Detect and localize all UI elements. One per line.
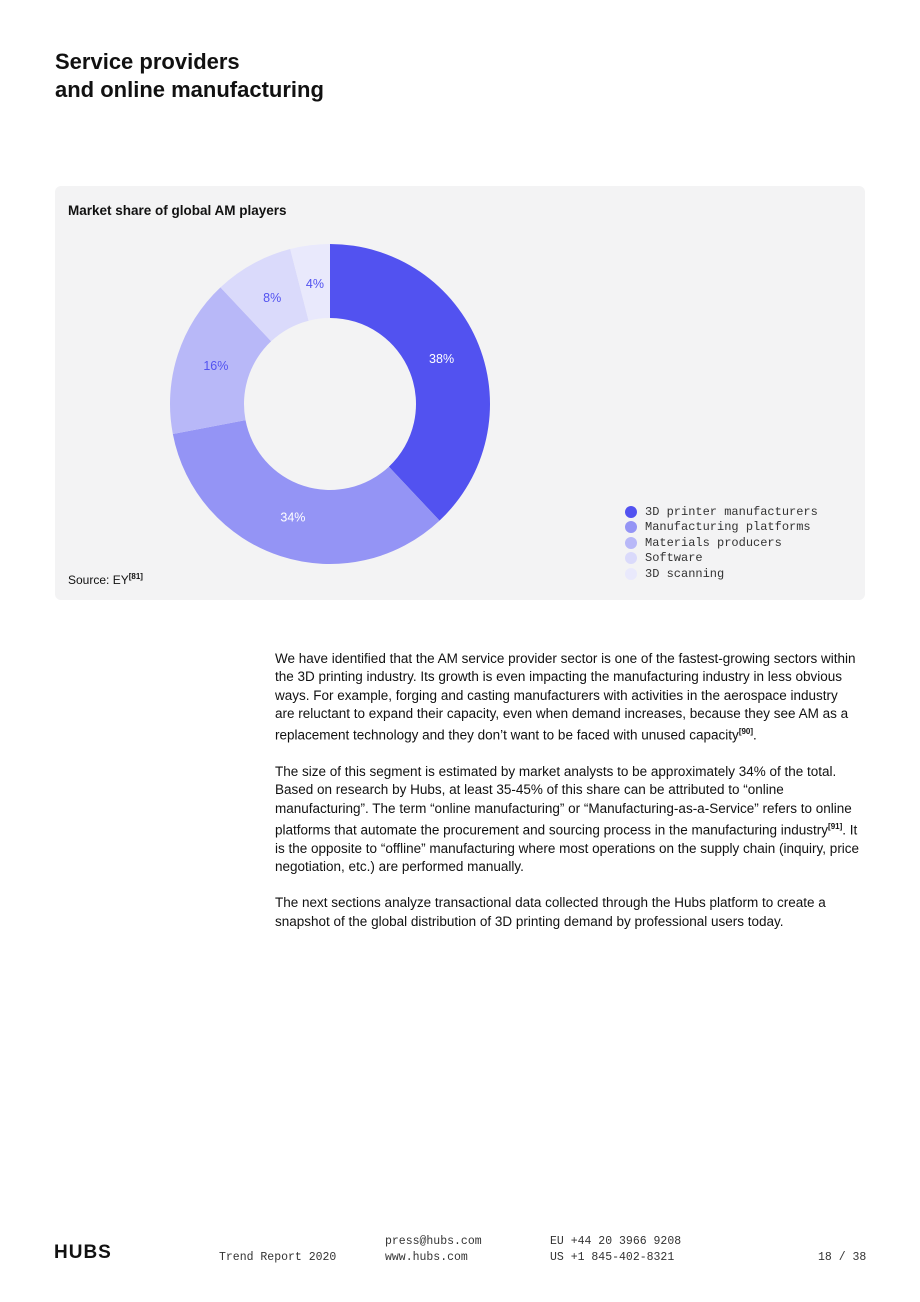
paragraph-2-end: . It is the opposite to “offline” manufacturing where most operations on the supply chain (inquiry, price negotiation, etc.) are performed manually.: [275, 822, 860, 874]
hubs-logo: HUBS: [54, 1242, 112, 1263]
donut-slice-label-2: 34%: [280, 510, 306, 525]
paragraph-2: [275, 763, 860, 876]
paragraph-3: The next sections analyze transactional data collected through the Hubs platform to create a snapshot of the global distribution of 3D printing demand by professional users today.: [275, 895, 826, 929]
donut-slice-1: [330, 244, 490, 521]
legend-label: Software: [645, 551, 703, 566]
chart-card: [55, 186, 865, 600]
legend-item: [625, 551, 818, 567]
legend-label: Manufacturing platforms: [645, 520, 811, 535]
reference-90: [90]: [738, 727, 754, 737]
legend-item: [625, 520, 818, 536]
legend-swatch-icon: [625, 552, 637, 564]
legend-swatch-icon: [625, 537, 637, 549]
legend-label: 3D scanning: [645, 566, 725, 581]
page-number: [818, 1250, 866, 1266]
footer-report-text: Trend Report 2020: [219, 1251, 337, 1264]
legend-label: 3D printer manufacturers: [645, 504, 818, 519]
footer-contact: [385, 1234, 482, 1265]
legend-swatch-icon: [625, 521, 637, 533]
reference-91: [91]: [828, 821, 843, 831]
donut-slice-label-4: 8%: [263, 291, 282, 306]
footer-phone-eu: EU +44 20 3966 9208: [550, 1235, 682, 1248]
footer-website[interactable]: www.hubs.com: [385, 1250, 468, 1264]
legend-item: [625, 504, 818, 520]
page-number-text: 18 / 38: [818, 1251, 867, 1264]
legend-item: [625, 566, 818, 582]
paragraph-1-end: .: [753, 727, 757, 743]
body-text: [275, 650, 860, 949]
footer-email[interactable]: press@hubs.com: [385, 1235, 482, 1248]
chart-title: Market share of global AM players: [68, 203, 287, 218]
donut-slice-2: [173, 420, 440, 564]
page-title: [55, 48, 324, 104]
donut-slice-label-5: 4%: [305, 277, 324, 292]
page-title-line-1: Service providers: [55, 49, 240, 74]
paragraph-2-text: The size of this segment is estimated by market analysts to be approximately 34% of the total. Based on research by Hubs, at least 35-45% of this share can be attributed to “online manufacturing”. The term “online manufacturing” or “Manufacturing-as-a-Service” refers to online platforms that automate the procurement and sourcing process in the manufacturing industry: [275, 763, 852, 838]
legend-item: [625, 535, 818, 551]
legend-label: Materials producers: [645, 535, 782, 550]
donut-slice-label-1: 38%: [429, 352, 455, 367]
chart-source: [68, 572, 143, 587]
paragraph-1-text: We have identified that the AM service provider sector is one of the fastest-growing sectors within the 3D printing industry. Its growth is even impacting the manufacturing industry in less obvious ways. For example, forging and casting manufacturers with activities in the aerospace industry are reluctant to expand their capacity, even when demand increases, because they see AM as a replacement technology and they don’t want to be faced with unused capacity: [275, 651, 856, 743]
footer-phone-us: US +1 845-402-8321: [550, 1250, 675, 1264]
legend-swatch-icon: [625, 568, 637, 580]
footer-phones: [550, 1234, 681, 1265]
chart-legend: [625, 504, 818, 582]
source-label: Source: EY: [68, 573, 129, 587]
donut-slice-label-3: 16%: [203, 359, 229, 374]
legend-swatch-icon: [625, 506, 637, 518]
footer-report: [219, 1250, 336, 1266]
source-ref: [81]: [128, 572, 143, 581]
page-title-line-2: and online manufacturing: [55, 77, 324, 102]
paragraph-1: [275, 650, 860, 745]
